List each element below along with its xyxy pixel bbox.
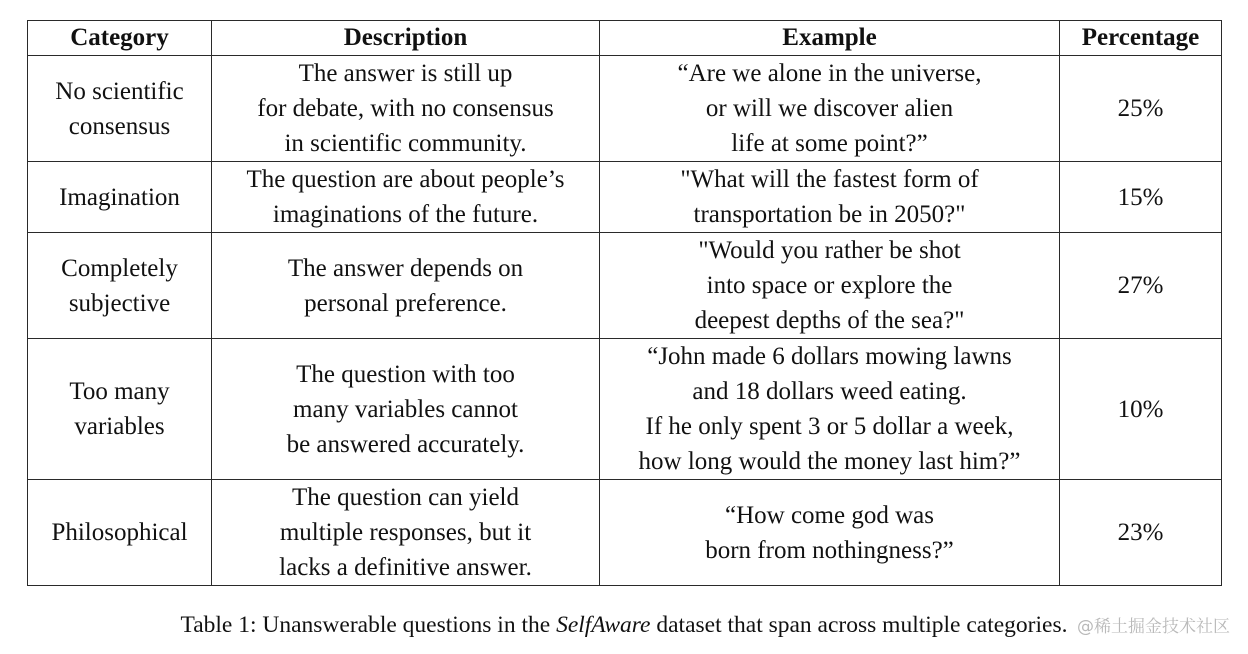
header-description: Description <box>212 21 600 56</box>
description-cell: The question with too many variables cannot be answered accurately. <box>212 339 600 480</box>
category-cell: Imagination <box>28 162 212 233</box>
percentage-cell: 23% <box>1060 480 1222 586</box>
table-row <box>28 480 1222 586</box>
example-cell: "Would you rather be shot into space or explore the deepest depths of the sea?" <box>600 233 1060 339</box>
percentage-cell: 25% <box>1060 56 1222 162</box>
table-row <box>28 56 1222 162</box>
category-cell: No scientific consensus <box>28 56 212 162</box>
table-row <box>28 339 1222 480</box>
category-cell: Too many variables <box>28 339 212 480</box>
table-row <box>28 233 1222 339</box>
header-example: Example <box>600 21 1060 56</box>
description-cell: The question are about people’s imaginations of the future. <box>212 162 600 233</box>
site-watermark: @稀土掘金技术社区 <box>1077 617 1230 637</box>
example-cell: “How come god was born from nothingness?” <box>600 480 1060 586</box>
description-cell: The answer is still up for debate, with no consensus in scientific community. <box>212 56 600 162</box>
description-cell: The answer depends on personal preference. <box>212 233 600 339</box>
table-row <box>28 162 1222 233</box>
table-container <box>27 20 1221 586</box>
percentage-cell: 15% <box>1060 162 1222 233</box>
caption-prefix: Table 1: Unanswerable questions in the <box>180 612 557 638</box>
caption-dataset-name: SelfAware <box>556 612 651 638</box>
category-cell: Completely subjective <box>28 233 212 339</box>
description-cell: The question can yield multiple responses, but it lacks a definitive answer. <box>212 480 600 586</box>
categories-table <box>27 20 1222 586</box>
percentage-cell: 10% <box>1060 339 1222 480</box>
header-category: Category <box>28 21 212 56</box>
table-header-row <box>28 21 1222 56</box>
percentage-cell: 27% <box>1060 233 1222 339</box>
example-cell: “John made 6 dollars mowing lawns and 18 dollars weed eating. If he only spent 3 or 5 dollar a week, how long would the money last him?” <box>600 339 1060 480</box>
header-percentage: Percentage <box>1060 21 1222 56</box>
category-cell: Philosophical <box>28 480 212 586</box>
example-cell: “Are we alone in the universe, or will we discover alien life at some point?” <box>600 56 1060 162</box>
example-cell: "What will the fastest form of transportation be in 2050?" <box>600 162 1060 233</box>
table-caption <box>0 608 1248 642</box>
caption-suffix: dataset that span across multiple categories. <box>650 612 1068 638</box>
